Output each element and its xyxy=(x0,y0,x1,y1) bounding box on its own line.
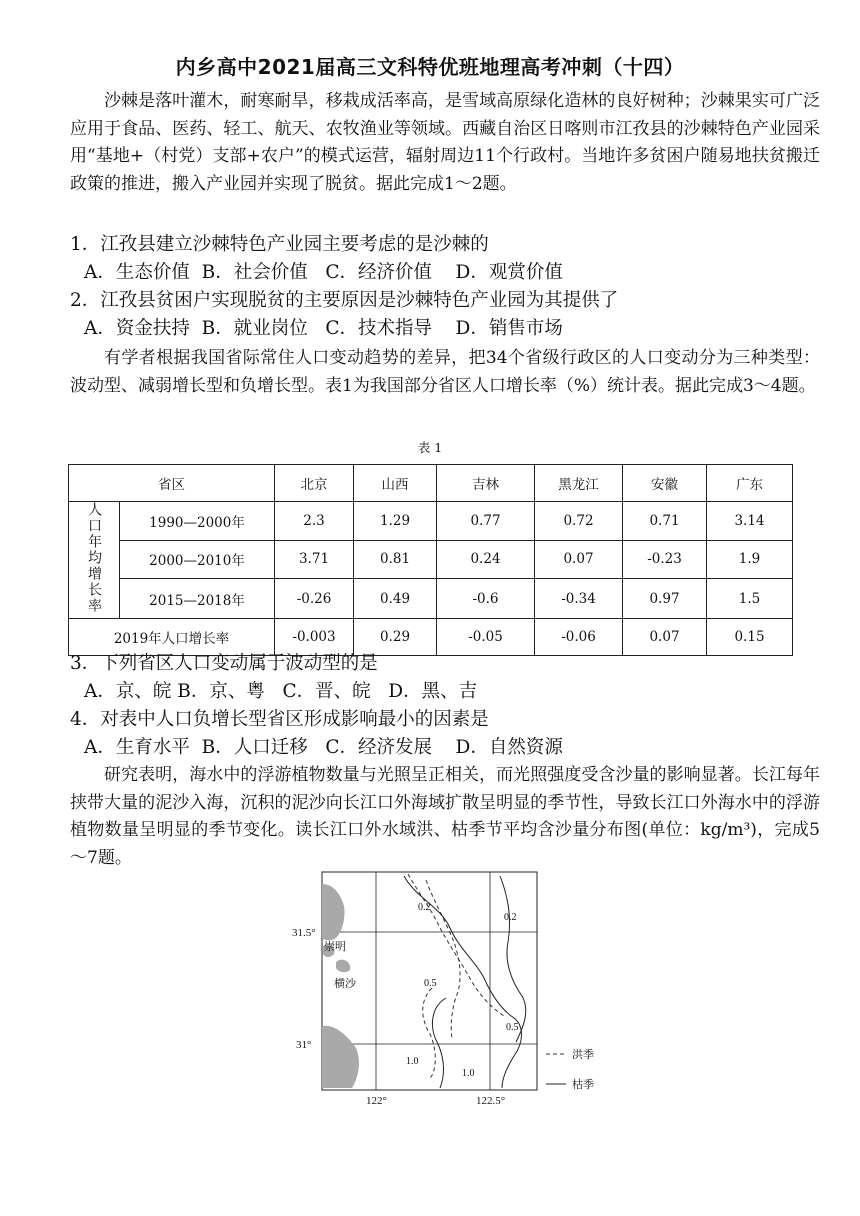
lat-label-top: 31.5° xyxy=(292,927,316,939)
header-province: 黑龙江 xyxy=(535,465,623,502)
row-label: 2000—2010年 xyxy=(120,540,275,579)
table-caption: 表 1 xyxy=(417,440,443,455)
lon-label-left: 122° xyxy=(366,1095,387,1107)
question-4-stem: 4．对表中人口负增长型省区形成影响最小的因素是 xyxy=(70,709,489,730)
header-province: 北京 xyxy=(275,465,354,502)
table-cell: 0.29 xyxy=(354,619,437,656)
isoline-label: 0.5 xyxy=(424,978,437,989)
passage-2: 有学者根据我国省际常住人口变动趋势的差异，把34个省级行政区的人口变动分为三种类型：波动型、减弱增长型和负增长型。表1为我国部分省区人口增长率（%）统计表。据此完成3～4题。 xyxy=(70,348,820,396)
legend-dry-label: 枯季 xyxy=(572,1079,594,1091)
group-label-cell xyxy=(69,502,120,619)
question-1-stem: 1．江孜县建立沙棘特色产业园主要考虑的是沙棘的 xyxy=(70,234,489,255)
table-cell: 0.71 xyxy=(623,502,707,541)
sediment-map xyxy=(290,866,620,1116)
table-cell: -0.26 xyxy=(275,579,354,619)
population-table xyxy=(68,464,793,656)
isoline-label: 0.5 xyxy=(506,1022,519,1033)
hengsha-island xyxy=(336,960,350,973)
lat-label-bottom: 31° xyxy=(296,1039,312,1051)
header-province: 山西 xyxy=(354,465,437,502)
header-province: 安徽 xyxy=(623,465,707,502)
header-province: 吉林 xyxy=(437,465,535,502)
label-hengsha: 横沙 xyxy=(334,978,356,990)
table-cell: 0.49 xyxy=(354,579,437,619)
question-3-options: A．京、皖 B．京、粤 C．晋、皖 D．黑、吉 xyxy=(84,681,478,702)
question-2-options: A．资金扶持 B．就业岗位 C．技术指导 D．销售市场 xyxy=(84,318,563,339)
flood-isoline xyxy=(426,880,460,1038)
row-label: 2019年人口增长率 xyxy=(69,619,275,656)
table-cell: -0.23 xyxy=(623,540,707,579)
isoline-label: 1.0 xyxy=(462,1068,475,1079)
table-cell: 3.71 xyxy=(275,540,354,579)
question-3-stem: 3．下列省区人口变动属于波动型的是 xyxy=(70,653,378,674)
table-header-row xyxy=(69,465,793,502)
question-1-options: A．生态价值 B．社会价值 C．经济价值 D．观赏价值 xyxy=(84,262,563,283)
table-cell: 0.24 xyxy=(437,540,535,579)
land-south xyxy=(322,1026,359,1088)
table-cell: -0.05 xyxy=(437,619,535,656)
table-cell: 0.72 xyxy=(535,502,623,541)
table-row xyxy=(69,502,793,541)
group-label: 人口年均增长率 xyxy=(86,502,102,614)
header-province-label: 省区 xyxy=(69,465,275,502)
page-title: 内乡高中2021届高三文科特优班地理高考冲刺（十四） xyxy=(175,55,685,79)
legend-flood-label: 洪季 xyxy=(572,1049,594,1061)
row-label: 1990—2000年 xyxy=(120,502,275,541)
isoline-label: 1.0 xyxy=(406,1056,419,1067)
table-row xyxy=(69,579,793,619)
table-cell: 0.77 xyxy=(437,502,535,541)
question-2-stem: 2．江孜县贫困户实现脱贫的主要原因是沙棘特色产业园为其提供了 xyxy=(70,290,619,311)
table-cell: -0.003 xyxy=(275,619,354,656)
isoline-label: 0.2 xyxy=(418,902,431,913)
table-cell: 1.29 xyxy=(354,502,437,541)
table-cell: 2.3 xyxy=(275,502,354,541)
table-cell: 0.97 xyxy=(623,579,707,619)
table-cell: -0.6 xyxy=(437,579,535,619)
lon-label-right: 122.5° xyxy=(476,1095,506,1107)
passage-1: 沙棘是落叶灌木，耐寒耐旱，移栽成活率高，是雪域高原绿化造林的良好树种；沙棘果实可广泛应用于食品、医药、轻工、航天、农牧渔业等领域。西藏自治区日喀则市江孜县的沙棘特色产业园采用“基地+（村党）支部+农户”的模式运营，辐射周边11个行政村。当地许多贫困户随易地扶贫搬迁政策的推进，搬入产业园并实现了脱贫。据此完成1～2题。 xyxy=(70,91,820,194)
table-row xyxy=(69,540,793,579)
table-cell: 0.07 xyxy=(623,619,707,656)
isoline-label: 0.2 xyxy=(504,912,517,923)
table-cell: 0.07 xyxy=(535,540,623,579)
header-province: 广东 xyxy=(707,465,793,502)
label-chongming: 崇明 xyxy=(324,941,346,953)
dry-isoline xyxy=(432,998,446,1088)
table-cell: 1.9 xyxy=(707,540,793,579)
question-4-options: A．生育水平 B．人口迁移 C．经济发展 D．自然资源 xyxy=(84,737,563,758)
row-label: 2015—2018年 xyxy=(120,579,275,619)
table-cell: 1.5 xyxy=(707,579,793,619)
table-cell: 3.14 xyxy=(707,502,793,541)
table-cell: -0.06 xyxy=(535,619,623,656)
passage-3: 研究表明，海水中的浮游植物数量与光照呈正相关，而光照强度受含沙量的影响显著。长江每年挟带大量的泥沙入海，沉积的泥沙向长江口外海域扩散呈明显的季节性，导致长江口外海水中的浮游植物数量呈明显的季节变化。读长江口外水域洪、枯季节平均含沙量分布图(单位：kg/m³)，完成5～7题。 xyxy=(70,765,820,868)
table-cell: 0.81 xyxy=(354,540,437,579)
table-cell: -0.34 xyxy=(535,579,623,619)
table-cell: 0.15 xyxy=(707,619,793,656)
